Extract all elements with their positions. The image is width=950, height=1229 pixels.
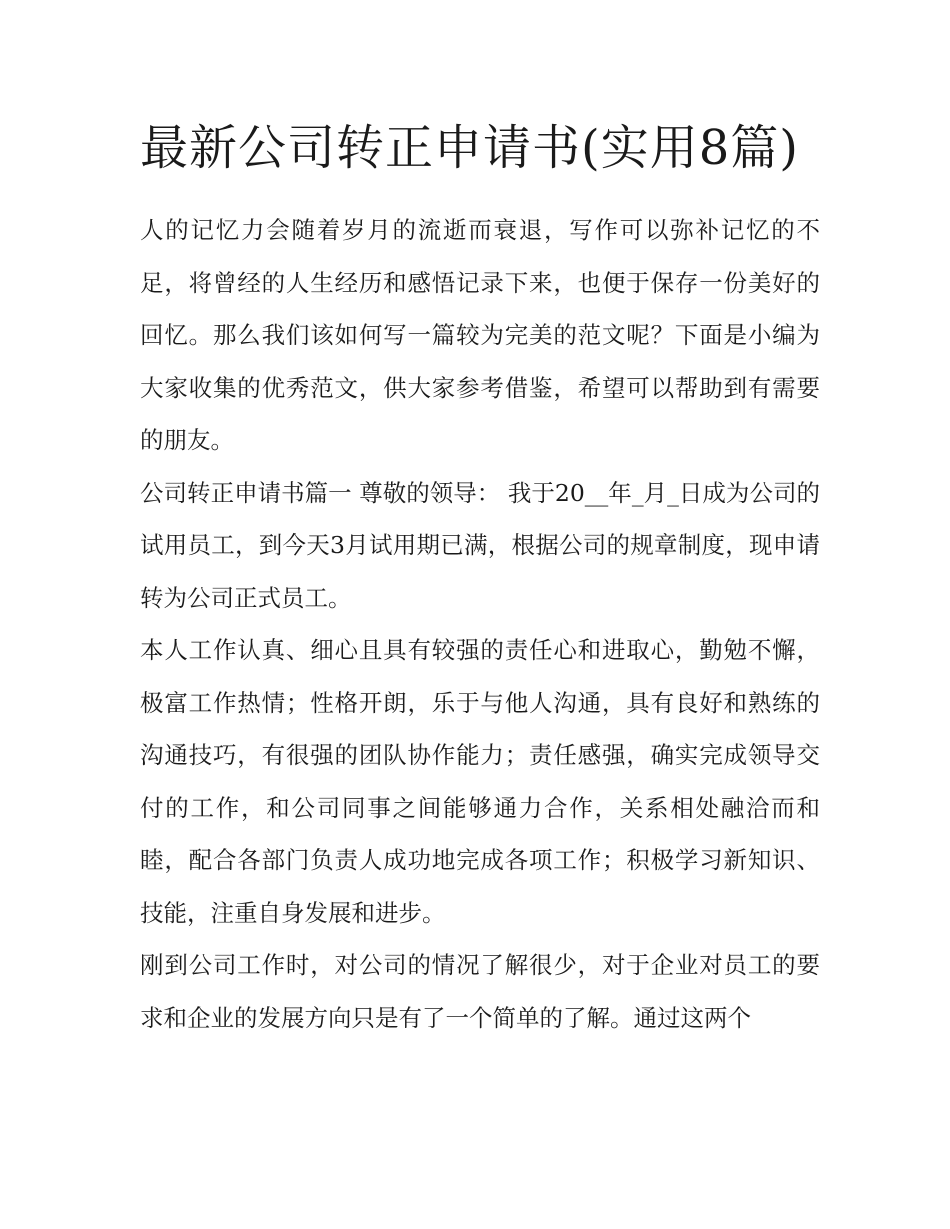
paragraph-experience: 刚到公司工作时，对公司的情况了解很少，对于企业对员工的要求和企业的发展方向只是有了一个简单的了解。通过这两个 (140, 951, 820, 1032)
document-title: 最新公司转正申请书(实用8篇) (140, 120, 799, 176)
document-body (140, 108, 820, 1044)
paragraph-application: 公司转正申请书篇一 尊敬的领导： 我于20__年_月_日成为公司的试用员工，到今天3月试用期已满，根据公司的规章制度，现申请转为公司正式员工。 (140, 478, 820, 612)
paragraph-self-assessment: 本人工作认真、细心且具有较强的责任心和进取心，勤勉不懈，极富工作热情；性格开朗，乐于与他人沟通，具有良好和熟练的沟通技巧，有很强的团队协作能力；责任感强，确实完成领导交付的工作，和公司同事之间能够通力合作，关系相处融洽而和睦，配合各部门负责人成功地完成各项工作；积极学习新知识、技能，注重自身发展和进步。 (140, 636, 820, 927)
paragraph-intro: 人的记忆力会随着岁月的流逝而衰退，写作可以弥补记忆的不足，将曾经的人生经历和感悟记录下来，也便于保存一份美好的回忆。那么我们该如何写一篇较为完美的范文呢？下面是小编为大家收集的优秀范文，供大家参考借鉴，希望可以帮助到有需要的朋友。 (140, 216, 820, 454)
